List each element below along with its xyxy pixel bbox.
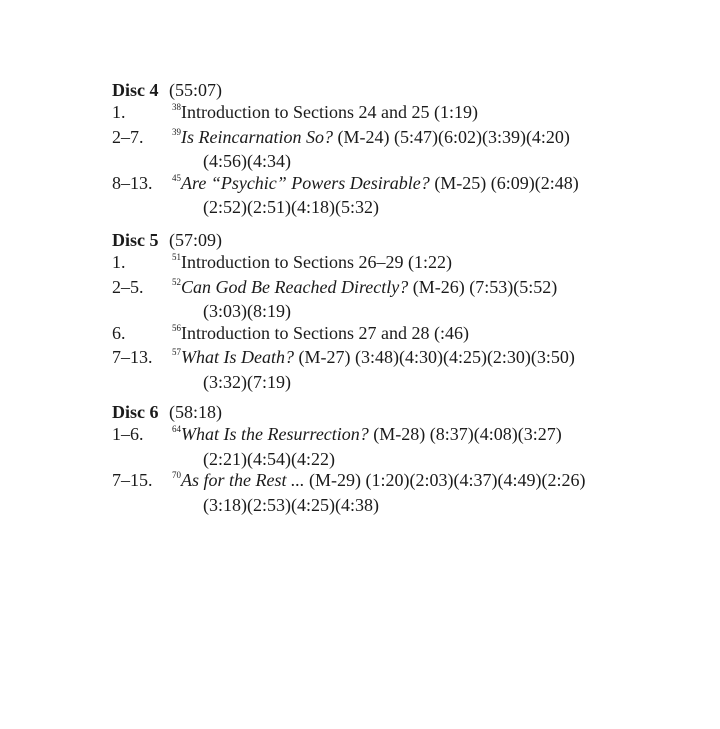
track-number: 1. <box>112 102 126 122</box>
track-number: 1. <box>112 252 126 272</box>
footnote-ref: 52 <box>172 276 181 287</box>
track-detail: Introduction to Sections 24 and 25 (1:19) <box>181 102 478 122</box>
footnote-ref: 64 <box>172 424 181 434</box>
track-number: 7–13. <box>112 347 153 367</box>
track-detail: (M-25) (6:09)(2:48) <box>429 172 579 193</box>
track-title: Can God Be Reached Directly? <box>181 276 409 297</box>
track-detail: (M-26) (7:53)(5:52) <box>408 276 558 297</box>
track-detail: (M-24) (5:47)(6:02)(3:39)(4:20) <box>332 126 570 147</box>
track-entry <box>112 252 575 277</box>
track-continuation: (2:52)(2:51)(4:18)(5:32) <box>203 197 379 217</box>
track-entry <box>112 173 579 219</box>
disc-heading <box>112 230 575 252</box>
track-entry <box>112 277 575 323</box>
track-title: What Is Death? <box>181 347 294 367</box>
disc-section-4 <box>112 80 579 219</box>
track-number: 7–15. <box>112 470 153 490</box>
track-entry <box>112 470 585 516</box>
track-entry <box>112 347 575 393</box>
footnote-ref: 57 <box>172 347 181 357</box>
track-continuation: (3:18)(2:53)(4:25)(4:38) <box>203 494 379 515</box>
disc-duration: (58:18) <box>169 402 222 422</box>
track-title: Are “Psychic” Powers Desirable? <box>181 172 430 193</box>
disc-title: Disc 4 <box>112 80 159 100</box>
track-title: Is Reincarnation So? <box>181 126 333 147</box>
disc-duration: (55:07) <box>169 80 222 100</box>
track-entry <box>112 424 585 470</box>
footnote-ref: 39 <box>172 126 181 137</box>
track-title: What Is the Resurrection? <box>181 424 369 444</box>
track-number: 8–13. <box>112 172 153 193</box>
track-number: 1–6. <box>112 424 144 444</box>
track-number: 2–7. <box>112 126 144 147</box>
track-continuation: (3:32)(7:19) <box>203 371 291 392</box>
track-detail: Introduction to Sections 27 and 28 (:46) <box>181 322 469 343</box>
footnote-ref: 70 <box>172 470 181 480</box>
disc-section-6 <box>112 402 585 516</box>
track-detail: (M-29) (1:20)(2:03)(4:37)(4:49)(2:26) <box>304 470 586 490</box>
track-entry <box>112 127 579 173</box>
track-entry <box>112 323 575 348</box>
track-continuation: (3:03)(8:19) <box>203 301 291 321</box>
disc-heading <box>112 402 585 424</box>
track-detail: Introduction to Sections 26–29 (1:22) <box>181 252 452 272</box>
track-entry <box>112 102 579 127</box>
disc-title: Disc 6 <box>112 402 159 422</box>
disc-title: Disc 5 <box>112 230 159 250</box>
track-title: As for the Rest ... <box>181 470 305 490</box>
track-continuation: (4:56)(4:34) <box>203 151 291 171</box>
footnote-ref: 51 <box>172 252 181 262</box>
track-detail: (M-28) (8:37)(4:08)(3:27) <box>368 424 562 444</box>
footnote-ref: 45 <box>172 172 181 183</box>
disc-section-5 <box>112 230 575 393</box>
disc-duration: (57:09) <box>169 230 222 250</box>
footnote-ref: 38 <box>172 102 181 112</box>
disc-heading <box>112 80 579 102</box>
track-continuation: (2:21)(4:54)(4:22) <box>203 448 335 469</box>
track-detail: (M-27) (3:48)(4:30)(4:25)(2:30)(3:50) <box>293 347 575 367</box>
track-number: 6. <box>112 322 126 343</box>
track-number: 2–5. <box>112 276 144 297</box>
footnote-ref: 56 <box>172 322 181 333</box>
